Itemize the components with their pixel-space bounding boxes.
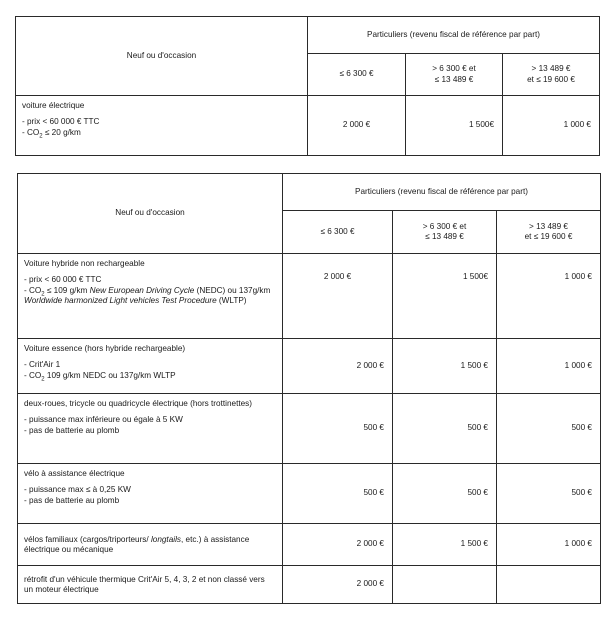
amount-bracket-1: 500 € (283, 394, 393, 464)
header-vehicle-type: Neuf ou d'occasion (16, 17, 308, 96)
header-income-bracket-2: > 6 300 € et ≤ 13 489 € (406, 54, 503, 96)
amount-bracket-1: 2 000 € (283, 339, 393, 394)
header-income-group: Particuliers (revenu fiscal de référence par part) (283, 174, 601, 211)
aid-table-electric (15, 16, 600, 156)
amount-bracket-3: 500 € (497, 464, 601, 524)
table-row (18, 394, 601, 464)
amount-bracket-2: 1 500€ (406, 96, 503, 156)
amount-bracket-1: 500 € (283, 464, 393, 524)
header-vehicle-type: Neuf ou d'occasion (18, 174, 283, 254)
row-description: Voiture hybride non rechargeable - prix < 60 000 € TTC - $CO_2 \le 109$ g/km New European Driving Cycle (NEDC) ou 137g/km Worldwide harmonized Light vehicles Test Procedure (WLTP) (18, 254, 283, 339)
row-description: rétrofit d'un véhicule thermique Crit'Air 5, 4, 3, 2 et non classé vers un moteur électrique (18, 566, 283, 604)
amount-bracket-3: 1 000 € (497, 524, 601, 566)
row-description: vélo à assistance électrique - puissance max ≤ à 0,25 KW - pas de batterie au plomb (18, 464, 283, 524)
header-income-bracket-2: > 6 300 € et ≤ 13 489 € (393, 211, 497, 254)
header-income-bracket-1: ≤ 6 300 € (308, 54, 406, 96)
amount-bracket-2: 500 € (393, 394, 497, 464)
amount-bracket-2: 500 € (393, 464, 497, 524)
amount-bracket-1: 2 000 € (308, 96, 406, 156)
header-income-group: Particuliers (revenu fiscal de référence par part) (308, 17, 600, 54)
table-row (18, 566, 601, 604)
table-row (18, 524, 601, 566)
amount-bracket-2 (393, 566, 497, 604)
amount-bracket-3: 1 000 € (497, 339, 601, 394)
aid-table-other-vehicles (17, 173, 601, 604)
header-income-bracket-3: > 13 489 € et ≤ 19 600 € (497, 211, 601, 254)
amount-bracket-1: 2 000 € (283, 254, 393, 339)
amount-bracket-1: 2 000 € (283, 566, 393, 604)
amount-bracket-1: 2 000 € (283, 524, 393, 566)
amount-bracket-3: 500 € (497, 394, 601, 464)
table-row (18, 254, 601, 339)
header-income-bracket-3: > 13 489 € et ≤ 19 600 € (503, 54, 600, 96)
amount-bracket-2: 1 500 € (393, 339, 497, 394)
row-description: voiture électrique - prix < 60 000 € TTC - $CO_2 \le 20$ g/km (16, 96, 308, 156)
table-row (16, 96, 600, 156)
table-row (18, 464, 601, 524)
row-description: Voiture essence (hors hybride rechargeable) - Crit'Air 1 - $CO_2$ 109 g/km NEDC ou 137g/km WLTP (18, 339, 283, 394)
amount-bracket-2: 1 500 € (393, 524, 497, 566)
row-description: vélos familiaux (cargos/triporteurs/ longtails, etc.) à assistance électrique ou mécanique (18, 524, 283, 566)
amount-bracket-3: 1 000 € (497, 254, 601, 339)
amount-bracket-2: 1 500€ (393, 254, 497, 339)
amount-bracket-3: 1 000 € (503, 96, 600, 156)
table-row (18, 339, 601, 394)
row-description: deux-roues, tricycle ou quadricycle électrique (hors trottinettes) - puissance max inférieure ou égale à 5 KW - pas de batterie au plomb (18, 394, 283, 464)
header-income-bracket-1: ≤ 6 300 € (283, 211, 393, 254)
amount-bracket-3 (497, 566, 601, 604)
